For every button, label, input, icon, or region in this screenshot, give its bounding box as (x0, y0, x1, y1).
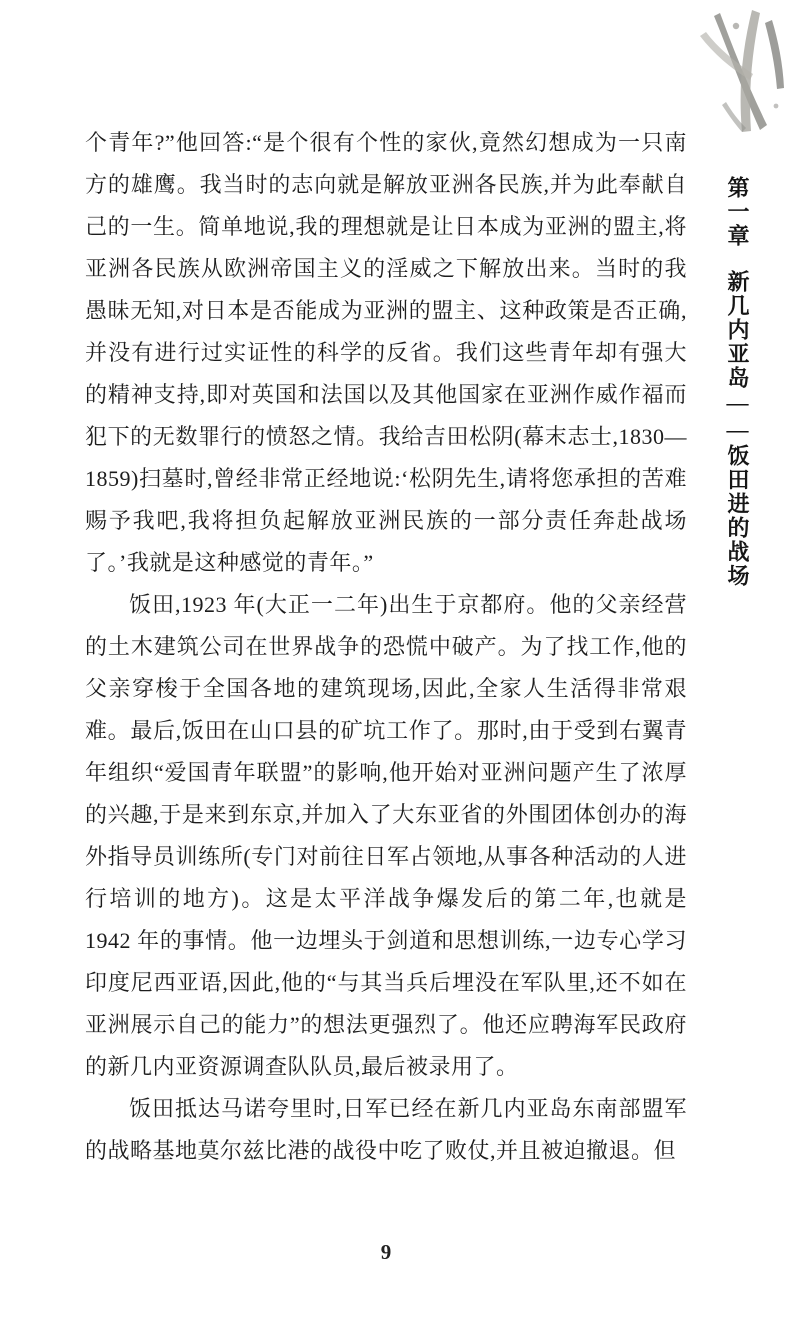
chapter-number: 第一章 (725, 176, 750, 248)
chapter-title: 新几内亚岛——饭田进的战场 (725, 270, 750, 588)
body-text (85, 122, 687, 1172)
ink-brush-decoration-icon (680, 6, 792, 138)
paragraph-3: 饭田抵达马诺夸里时,日军已经在新几内亚岛东南部盟军的战略基地莫尔兹比港的战役中吃了败仗,并且被迫撤退。但 (85, 1096, 687, 1163)
page-number: 9 (380, 1240, 392, 1264)
chapter-sidebar (722, 176, 753, 636)
paragraph-2: 饭田,1923 年(大正一二年)出生于京都府。他的父亲经营的土木建筑公司在世界战争的恐慌中破产。为了找工作,他的父亲穿梭于全国各地的建筑现场,因此,全家人生活得非常艰难。最后,饭田在山口县的矿坑工作了。那时,由于受到右翼青年组织“爱国青年联盟”的影响,他开始对亚洲问题产生了浓厚的兴趣,于是来到东京,并加入了大东亚省的外围团体创办的海外指导员训练所(专门对前往日军占领地,从事各种活动的人进行培训的地方)。这是太平洋战争爆发后的第二年,也就是 1942 年的事情。他一边埋头于剑道和思想训练,一边专心学习印度尼西亚语,因此,他的“与其当兵后埋没在军队里,还不如在亚洲展示自己的能力”的想法更强烈了。他还应聘海军民政府的新几内亚资源调查队队员,最后被录用了。 (85, 592, 687, 1079)
paragraph-1: 个青年?”他回答:“是个很有个性的家伙,竟然幻想成为一只南方的雄鹰。我当时的志向就是解放亚洲各民族,并为此奉献自己的一生。简单地说,我的理想就是让日本成为亚洲的盟主,将亚洲各民族从欧洲帝国主义的淫威之下解放出来。当时的我愚昧无知,对日本是否能成为亚洲的盟主、这种政策是否正确,并没有进行过实证性的科学的反省。我们这些青年却有强大的精神支持,即对英国和法国以及其他国家在亚洲作威作福而犯下的无数罪行的愤怒之情。我给吉田松阴(幕末志士,1830—1859)扫墓时,曾经非常正经地说:‘松阴先生,请将您承担的苦难赐予我吧,我将担负起解放亚洲民族的一部分责任奔赴战场了。’我就是这种感觉的青年。” (85, 130, 687, 575)
